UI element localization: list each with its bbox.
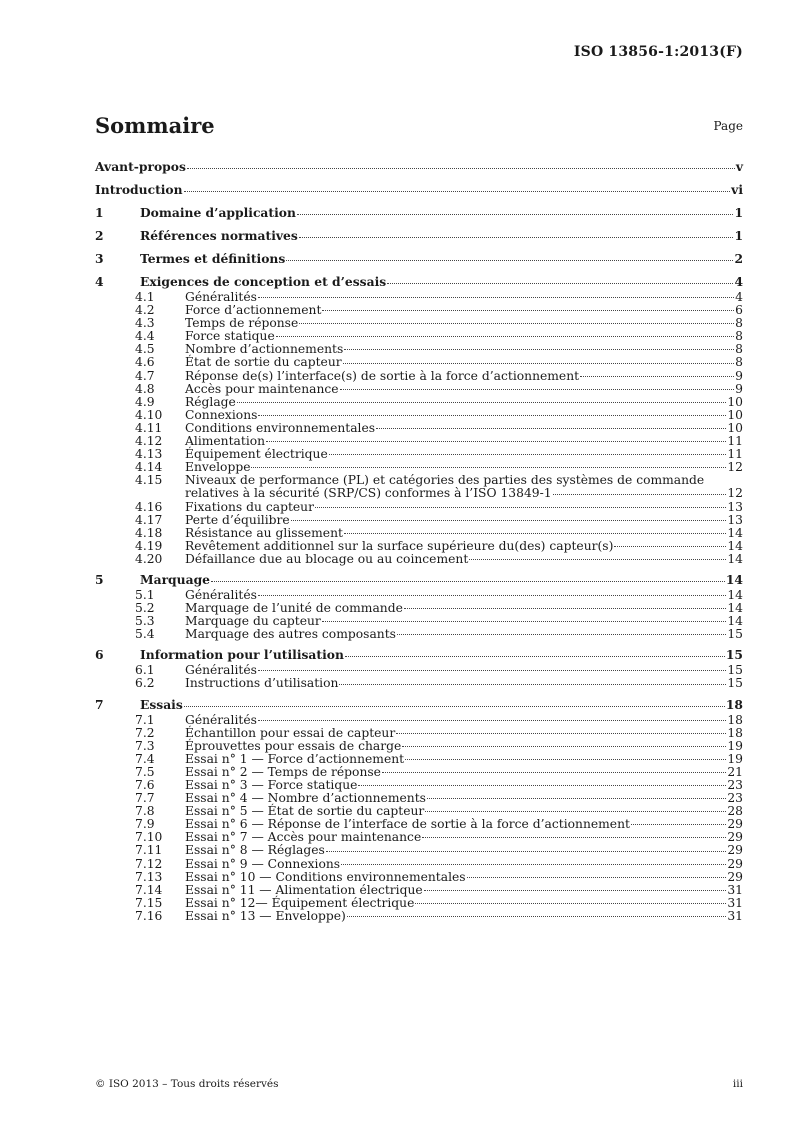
toc-entry-number: 7.4 bbox=[135, 751, 155, 766]
dot-leader bbox=[631, 823, 726, 825]
toc-entry-number: 4.2 bbox=[135, 303, 155, 318]
toc-entry-number: 4.3 bbox=[135, 316, 155, 331]
toc-entry-title: Défaillance due au blocage ou au coincement bbox=[185, 551, 469, 566]
dot-leader bbox=[424, 889, 727, 891]
toc-entry-page: 4 bbox=[735, 290, 743, 304]
toc-entry-number: 4.15 bbox=[135, 473, 163, 488]
toc-entry-title: Éprouvettes pour essais de charge bbox=[185, 738, 402, 753]
toc-entry-title: Échantillon pour essai de capteur bbox=[185, 725, 396, 740]
toc-entry-title: Accès pour maintenance bbox=[185, 381, 339, 396]
toc-entry[interactable] bbox=[95, 409, 743, 422]
toc-entry-page: 14 bbox=[727, 525, 743, 540]
dot-leader bbox=[358, 784, 726, 786]
dot-leader bbox=[343, 362, 735, 364]
toc-entry[interactable] bbox=[95, 181, 743, 199]
dot-leader bbox=[396, 732, 726, 734]
toc-entry-title: Essai n° 2 — Temps de réponse bbox=[185, 764, 381, 779]
dot-leader bbox=[404, 607, 726, 609]
toc-entry-title: Marquage bbox=[140, 571, 210, 587]
toc-entry[interactable] bbox=[95, 740, 743, 753]
toc-entry-page: 28 bbox=[727, 804, 743, 819]
toc-entry[interactable] bbox=[95, 356, 743, 369]
dot-leader bbox=[340, 388, 735, 390]
dot-leader bbox=[341, 863, 726, 865]
dot-leader bbox=[422, 836, 726, 838]
toc-entry[interactable] bbox=[95, 897, 743, 910]
toc-entry-page: 14 bbox=[727, 587, 743, 602]
toc-entry[interactable] bbox=[95, 696, 743, 714]
toc-entry-page: 19 bbox=[727, 738, 743, 753]
toc-entry-number: 6 bbox=[95, 647, 104, 663]
dot-leader bbox=[345, 655, 725, 657]
dot-leader bbox=[397, 633, 726, 635]
toc-entry[interactable] bbox=[95, 514, 743, 527]
toc-entry-page: 29 bbox=[727, 817, 743, 832]
toc-entry-page: 1 bbox=[734, 205, 743, 220]
toc-entry-title: Domaine d’application bbox=[140, 205, 296, 220]
toc-entry-number: 4.13 bbox=[135, 447, 163, 462]
toc-entry-number: 4.12 bbox=[135, 434, 163, 449]
toc-entry-page: 19 bbox=[727, 751, 743, 766]
toc-entry-number: 7.3 bbox=[135, 738, 155, 753]
toc-entry-title: Essai n° 12— Équipement électrique bbox=[185, 895, 415, 910]
toc-entry-page: 29 bbox=[727, 869, 743, 884]
dot-leader bbox=[286, 259, 733, 261]
toc-entry-page: 15 bbox=[727, 663, 743, 678]
toc-entry-number: 4.14 bbox=[135, 460, 163, 475]
toc-entry-page: v bbox=[735, 159, 743, 174]
dot-leader bbox=[322, 620, 727, 622]
dot-leader bbox=[469, 558, 726, 560]
toc-entry-number: 7.2 bbox=[135, 725, 155, 740]
toc-entry-number: 4 bbox=[95, 274, 104, 289]
toc-entry-title: Généralités bbox=[185, 663, 257, 678]
toc-entry-title: Essai n° 4 — Nombre d’actionnements bbox=[185, 791, 426, 806]
dot-leader bbox=[266, 440, 726, 442]
toc-entry[interactable] bbox=[95, 370, 743, 383]
toc-entry-title: relatives à la sécurité (SRP/CS) conformes à l’ISO 13849-1 bbox=[185, 486, 552, 501]
dot-leader bbox=[258, 719, 726, 721]
toc-entry[interactable] bbox=[95, 677, 743, 690]
dot-leader bbox=[258, 669, 726, 671]
toc-entry-title: Essai n° 5 — État de sortie du capteur bbox=[185, 804, 425, 819]
toc-entry[interactable] bbox=[95, 571, 743, 589]
toc-entry-number: 5.1 bbox=[135, 587, 155, 602]
toc-entry-number: 3 bbox=[95, 251, 104, 266]
toc-entry-page: 8 bbox=[735, 355, 743, 370]
dot-leader bbox=[297, 213, 734, 215]
toc-entry[interactable] bbox=[95, 884, 743, 897]
toc-entry-title: Introduction bbox=[95, 182, 183, 197]
toc-entry-page: 4 bbox=[734, 274, 743, 289]
dot-leader bbox=[427, 797, 726, 799]
toc-entry-page: 29 bbox=[727, 856, 743, 871]
toc-entry-page: 8 bbox=[735, 316, 743, 331]
toc-entry-number: 4.11 bbox=[135, 420, 163, 435]
footer-page-number: iii bbox=[732, 1078, 743, 1090]
dot-leader bbox=[405, 758, 726, 760]
toc-entry-page: 15 bbox=[727, 676, 743, 691]
toc-entry-title: Marquage de l’unité de commande bbox=[185, 601, 403, 616]
dot-leader bbox=[387, 282, 733, 284]
toc-entry-number: 7.5 bbox=[135, 764, 155, 779]
toc-entry-page: 2 bbox=[734, 251, 743, 266]
toc-entry[interactable] bbox=[95, 501, 743, 514]
toc-entry-title: Alimentation bbox=[185, 434, 266, 449]
dot-leader bbox=[376, 427, 726, 429]
toc-entry-number: 7.16 bbox=[135, 908, 163, 923]
dot-leader bbox=[344, 348, 734, 350]
toc-entry[interactable] bbox=[95, 714, 743, 727]
toc-entry-page: 13 bbox=[727, 512, 743, 527]
toc-entry-number: 4.18 bbox=[135, 525, 163, 540]
toc-entry[interactable] bbox=[95, 910, 743, 923]
toc-entry-page: 31 bbox=[727, 895, 743, 910]
toc-entry-number: 4.17 bbox=[135, 512, 163, 527]
toc-entry-number: 4.19 bbox=[135, 538, 163, 553]
toc-entry-title: Termes et définitions bbox=[140, 251, 286, 266]
toc-entry-title: Marquage des autres composants bbox=[185, 627, 396, 642]
toc-entry-title: Réponse de(s) l’interface(s) de sortie à la force d’actionnement bbox=[185, 368, 580, 383]
toc-entry-number: 4.1 bbox=[135, 290, 155, 304]
dot-leader bbox=[258, 414, 726, 416]
dot-leader bbox=[315, 506, 726, 508]
dot-leader bbox=[344, 532, 726, 534]
toc-entry-page: 8 bbox=[735, 329, 743, 344]
toc-entry-title: Équipement électrique bbox=[185, 447, 328, 462]
toc-entry-title: Réglage bbox=[185, 394, 236, 409]
toc-entry-title: Essais bbox=[140, 696, 183, 712]
toc-entry-title: Marquage du capteur bbox=[185, 614, 321, 629]
toc-entry-number: 4.4 bbox=[135, 329, 155, 344]
toc-entry-page: 14 bbox=[727, 551, 743, 566]
dot-leader bbox=[187, 167, 735, 169]
toc-entry-page: 10 bbox=[727, 407, 743, 422]
toc-entry[interactable] bbox=[95, 553, 743, 566]
toc-entry-number: 4.5 bbox=[135, 342, 155, 357]
dot-leader bbox=[258, 594, 726, 596]
toc-entry-number: 7.15 bbox=[135, 895, 163, 910]
dot-leader bbox=[258, 296, 734, 298]
toc-entry[interactable] bbox=[95, 527, 743, 540]
toc-entry[interactable] bbox=[95, 753, 743, 766]
toc-entry-number: 7.14 bbox=[135, 882, 163, 897]
toc-entry-number: 7.13 bbox=[135, 869, 163, 884]
dot-leader bbox=[237, 401, 727, 403]
dot-leader bbox=[276, 335, 734, 337]
toc-entry-number: 5.2 bbox=[135, 601, 155, 616]
toc-entry-number: 4.8 bbox=[135, 381, 155, 396]
toc-entry-number: 7.6 bbox=[135, 778, 155, 792]
toc-entry-title: Revêtement additionnel sur la surface supérieure du(des) capteur(s) bbox=[185, 538, 614, 553]
toc-entry-page: 9 bbox=[735, 381, 743, 396]
toc-entry-title: Résistance au glissement bbox=[185, 525, 343, 540]
toc-entry-number: 7.1 bbox=[135, 712, 155, 727]
toc-entry[interactable] bbox=[95, 227, 743, 245]
toc-entry-number: 2 bbox=[95, 228, 104, 243]
toc-entry-page: 13 bbox=[727, 499, 743, 514]
toc-entry-page: 29 bbox=[727, 843, 743, 858]
toc-entry-number: 5.3 bbox=[135, 614, 155, 629]
toc-entry-number: 5.4 bbox=[135, 627, 155, 642]
toc-entry-page: 9 bbox=[735, 368, 743, 383]
toc-entry-page: 14 bbox=[727, 614, 743, 629]
dot-leader bbox=[553, 493, 727, 495]
toc-entry-title: Perte d’équilibre bbox=[185, 512, 290, 527]
toc-entry-title: Connexions bbox=[185, 407, 258, 422]
toc-entry-page: 31 bbox=[727, 908, 743, 923]
dot-leader bbox=[402, 745, 726, 747]
dot-leader bbox=[580, 375, 734, 377]
toc-entry-page: 10 bbox=[727, 394, 743, 409]
toc-entry-number: 7.11 bbox=[135, 843, 163, 858]
toc-entry-title: Conditions environnementales bbox=[185, 420, 376, 435]
toc-entry-page: 14 bbox=[727, 538, 743, 553]
toc-entry-title: Essai n° 11 — Alimentation électrique bbox=[185, 882, 423, 897]
toc-entry-page: 29 bbox=[727, 830, 743, 845]
toc-entry-number: 1 bbox=[95, 205, 104, 220]
toc-entry-number: 4.20 bbox=[135, 551, 163, 566]
dot-leader bbox=[339, 683, 726, 685]
toc-entry-title: Niveaux de performance (PL) et catégories des parties des systèmes de commande bbox=[185, 473, 705, 488]
toc-entry-title: Avant-propos bbox=[95, 159, 186, 174]
toc-entry-number: 6.2 bbox=[135, 676, 155, 691]
toc-entry[interactable] bbox=[95, 858, 743, 871]
toc-entry-title: Instructions d’utilisation bbox=[185, 676, 339, 691]
toc-entry-number: 6.1 bbox=[135, 663, 155, 678]
toc-entry-page: 11 bbox=[727, 434, 743, 449]
toc-entry[interactable] bbox=[95, 628, 743, 641]
toc-entry-page: 18 bbox=[727, 712, 743, 727]
toc-entry-title: Généralités bbox=[185, 712, 257, 727]
footer-copyright: © ISO 2013 – Tous droits réservés bbox=[95, 1078, 279, 1090]
toc-entry[interactable] bbox=[95, 871, 743, 884]
toc-entry-number: 4.16 bbox=[135, 499, 163, 514]
dot-leader bbox=[329, 453, 727, 455]
toc-entry-title: Essai n° 13 — Enveloppe) bbox=[185, 908, 346, 923]
toc-entry-page: 12 bbox=[727, 460, 743, 475]
toc-entry-number: 7.10 bbox=[135, 830, 163, 845]
toc-entry-title: Fixations du capteur bbox=[185, 499, 314, 514]
toc-entry[interactable] bbox=[95, 204, 743, 222]
toc-entry-title: Essai n° 7 — Accès pour maintenance bbox=[185, 830, 422, 845]
toc-entry-title: Force statique bbox=[185, 329, 275, 344]
dot-leader bbox=[425, 810, 726, 812]
toc-entry-page: 14 bbox=[727, 601, 743, 616]
dot-leader bbox=[299, 322, 734, 324]
toc-entry[interactable] bbox=[95, 727, 743, 740]
toc-entry-number: 4.6 bbox=[135, 355, 155, 370]
toc-entry-page: 18 bbox=[725, 696, 743, 712]
toc-entry-title: Références normatives bbox=[140, 228, 298, 243]
toc-entry[interactable] bbox=[95, 487, 743, 500]
toc-entry-page: 6 bbox=[735, 303, 743, 318]
toc-entry-title: Force d’actionnement bbox=[185, 303, 322, 318]
toc-entry-title: Nombre d’actionnements bbox=[185, 342, 344, 357]
toc-entry-number: 7.7 bbox=[135, 791, 155, 806]
dot-leader bbox=[322, 309, 734, 311]
toc-entry-number: 7.8 bbox=[135, 804, 155, 819]
toc-entry-title: Essai n° 10 — Conditions environnementales bbox=[185, 869, 466, 884]
dot-leader bbox=[415, 902, 726, 904]
toc-entry-title: Enveloppe bbox=[185, 460, 251, 475]
dot-leader bbox=[299, 236, 734, 238]
toc-entry[interactable] bbox=[95, 250, 743, 268]
toc-entry[interactable] bbox=[95, 844, 743, 857]
toc-entry-title: Information pour l’utilisation bbox=[140, 647, 344, 663]
table-of-contents bbox=[95, 158, 743, 923]
toc-entry-page: 23 bbox=[727, 791, 743, 806]
toc-entry-page: vi bbox=[731, 182, 743, 197]
toc-entry-page: 15 bbox=[725, 647, 743, 663]
toc-entry[interactable] bbox=[95, 540, 743, 553]
toc-entry-title: Temps de réponse bbox=[185, 316, 299, 331]
toc-entry-number: 7.9 bbox=[135, 817, 155, 832]
toc-entry-page: 11 bbox=[727, 447, 743, 462]
toc-entry-number: 5 bbox=[95, 571, 104, 587]
page-title: Sommaire bbox=[95, 113, 215, 138]
toc-entry-title: Généralités bbox=[185, 290, 257, 304]
dot-leader bbox=[184, 705, 725, 707]
toc-entry-title: Généralités bbox=[185, 587, 257, 602]
toc-entry-number: 4.7 bbox=[135, 368, 155, 383]
dot-leader bbox=[347, 915, 727, 917]
toc-entry-page: 14 bbox=[725, 571, 743, 587]
toc-entry-title: Essai n° 9 — Connexions bbox=[185, 856, 341, 871]
toc-entry-number: 7 bbox=[95, 696, 104, 712]
toc-entry-title: Exigences de conception et d’essais bbox=[140, 274, 387, 289]
document-id: ISO 13856-1:2013(F) bbox=[573, 44, 743, 60]
toc-entry-number: 4.10 bbox=[135, 407, 163, 422]
toc-entry[interactable] bbox=[95, 646, 743, 664]
dot-leader bbox=[251, 466, 726, 468]
toc-entry-title: Essai n° 3 — Force statique bbox=[185, 778, 358, 792]
toc-entry-title: Essai n° 8 — Réglages bbox=[185, 843, 325, 858]
dot-leader bbox=[211, 580, 725, 582]
page-column-label: Page bbox=[713, 119, 743, 133]
dot-leader bbox=[326, 850, 727, 852]
toc-entry-page: 23 bbox=[727, 778, 743, 792]
toc-entry-page: 18 bbox=[727, 725, 743, 740]
toc-entry-page: 1 bbox=[734, 228, 743, 243]
toc-entry[interactable] bbox=[95, 158, 743, 176]
dot-leader bbox=[614, 545, 726, 547]
toc-entry-number: 7.12 bbox=[135, 856, 163, 871]
toc-entry-page: 8 bbox=[735, 342, 743, 357]
dot-leader bbox=[291, 519, 727, 521]
toc-entry-title: Essai n° 1 — Force d’actionnement bbox=[185, 751, 405, 766]
toc-entry-page: 12 bbox=[727, 486, 743, 501]
toc-entry[interactable] bbox=[95, 383, 743, 396]
toc-entry[interactable] bbox=[95, 396, 743, 409]
dot-leader bbox=[382, 771, 726, 773]
toc-entry-page: 10 bbox=[727, 420, 743, 435]
toc-entry-title: Essai n° 6 — Réponse de l’interface de sortie à la force d’actionnement bbox=[185, 817, 630, 832]
dot-leader bbox=[184, 190, 731, 192]
toc-entry-number: 4.9 bbox=[135, 394, 155, 409]
dot-leader bbox=[467, 876, 727, 878]
toc-entry[interactable] bbox=[95, 273, 743, 291]
toc-entry-page: 31 bbox=[727, 882, 743, 897]
toc-entry-page: 15 bbox=[727, 627, 743, 642]
toc-entry-title: État de sortie du capteur bbox=[185, 355, 342, 370]
toc-entry-page: 21 bbox=[727, 764, 743, 779]
